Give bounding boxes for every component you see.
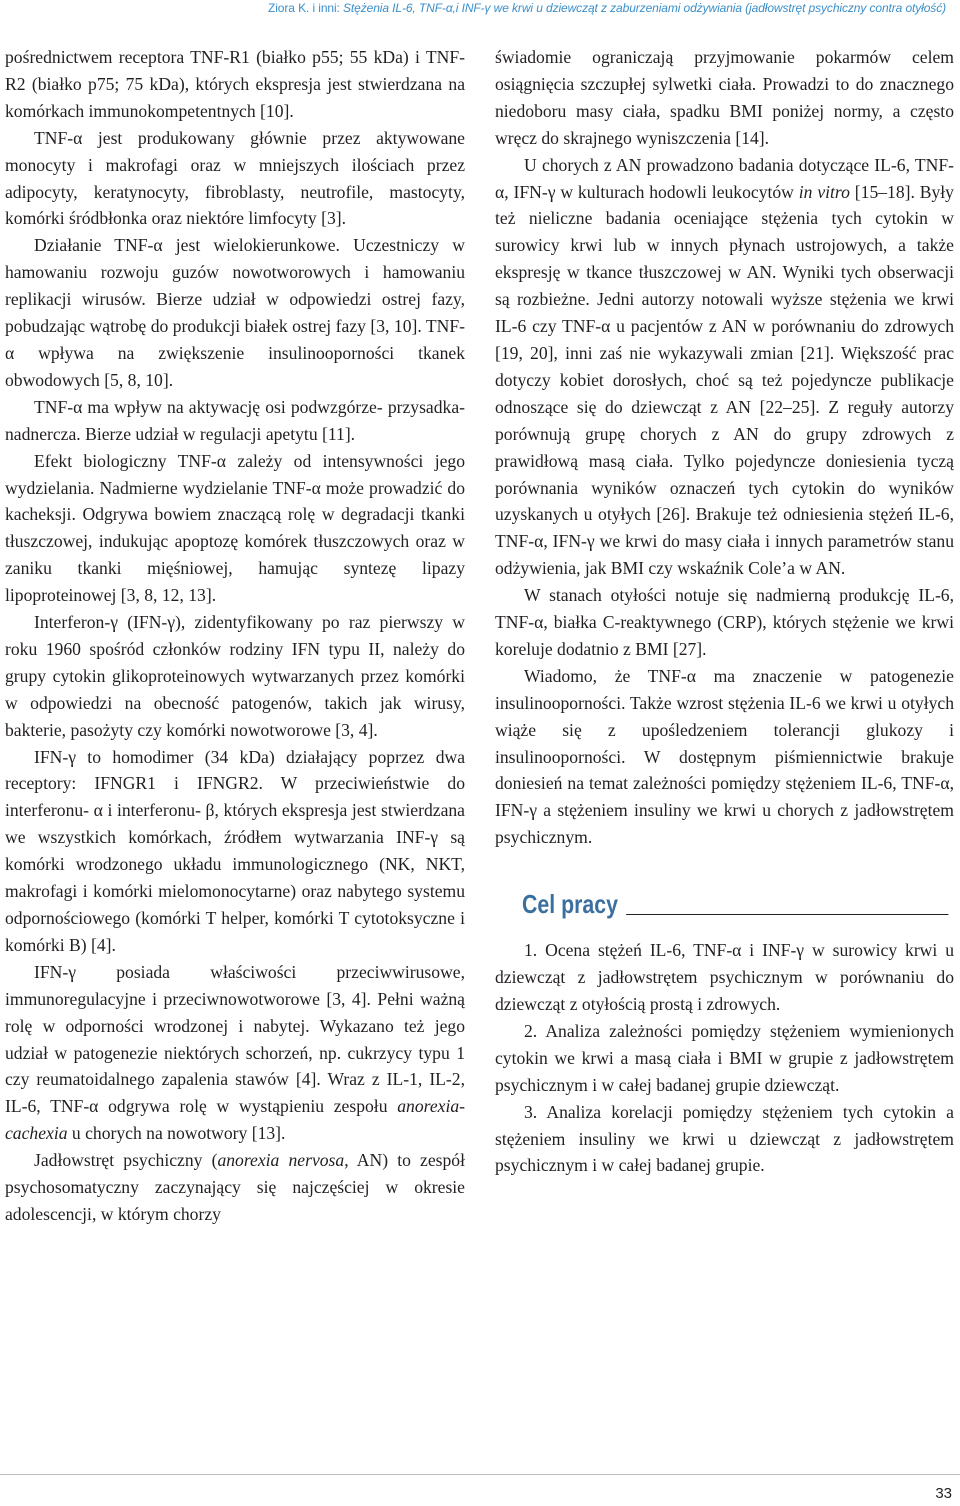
paragraph-text: IFN-γ posiada właściwości przeciwwirusowe, immunoregulacyjne i przeciwnowotworowe [3, 4]. Pełni ważną rolę w odporności wrodzonej i nabytej. Wykazano też jego udział w patogenezie niektórych schorzeń, np. cukrzycy typu 1 czy reumatoidalnego zapalenia stawów [4]. Wraz z IL-1, IL-2, IL-6, TNF-α odgrywa rolę w wystąpieniu zespołu <box>5 961 465 1117</box>
paragraph: Działanie TNF-α jest wielokierunkowe. Uczestniczy w hamowaniu rozwoju guzów nowotworowych i hamowaniu replikacji wirusów. Bierze udział w odpowiedzi ostrej fazy, pobudzając wątrobę do produkcji białek ostrej fazy [3, 10]. TNF-α wpływa na zwiększenie insulinooporności tkanek obwodowych [5, 8, 10]. <box>5 235 465 390</box>
paragraph: Efekt biologiczny TNF-α zależy od intensywności jego wydzielania. Nadmierne wydzielanie TNF-α może prowadzić do kacheksji. Odgrywa bowiem znaczącą rolę w degradacji tkanki tłuszczowej, indukując apoptozę komórek tłuszczowych oraz w zaniku tkanki mięśniowej, hamując syntezę lipazy lipoproteinowej [3, 8, 12, 13]. <box>5 450 465 606</box>
section-heading-rule <box>626 914 948 915</box>
paragraph <box>5 959 465 1147</box>
left-column <box>5 44 465 1228</box>
paragraph <box>495 152 954 583</box>
term-anorexia-cachexia: anorexia-cachexia <box>5 1096 465 1144</box>
section-title: Cel pracy <box>522 889 619 920</box>
paragraph <box>5 1147 465 1228</box>
footer-divider <box>0 1474 960 1475</box>
running-head-authors: Ziora K. i inni: <box>268 1 344 15</box>
list-item: 3. Analiza korelacji pomiędzy stężeniem tych cytokin a stężeniem insuliny we krwi u dziewcząt z jadłowstrętem psychicznym i w całej badanej grupie. <box>495 1101 954 1176</box>
paragraph: W stanach otyłości notuje się nadmierną produkcję IL-6, TNF-α, białka C-reaktywnego (CRP), których stężenie we krwi koreluje dodatnio z BMI [27]. <box>495 585 954 659</box>
list-item: 1. Ocena stężeń IL-6, TNF-α i INF-γ w surowicy krwi u dziewcząt z jadłowstrętem psychicznym w porównaniu do dziewcząt z otyłością prostą i zdrowych. <box>495 940 954 1014</box>
paragraph-text: u chorych na nowotwory [13]. <box>67 1123 286 1144</box>
running-head-title: Stężenia IL-6, TNF-α,i INF-γ we krwi u dziewcząt z zaburzeniami odżywiania (jadłowstręt psychiczny contra otyłość) <box>343 1 946 15</box>
paragraph: Wiadomo, że TNF-α ma znaczenie w patogenezie insulinooporności. Także wzrost stężenia IL-6 we krwi u otyłych wiąże się z upośledzeniem tolerancji glukozy i insulinooporności. W dostępnym piśmiennictwie brakuje doniesień na temat zależności pomiędzy stężeniem IL-6, TNF-α, IFN-γ a stężeniem insuliny we krwi u chorych z jadłowstrętem psychicznym. <box>495 665 954 848</box>
term-anorexia-nervosa: anorexia nervosa <box>217 1150 345 1171</box>
right-column <box>495 44 954 1179</box>
paragraph-text: Jadłowstręt psychiczny ( <box>34 1150 218 1171</box>
paragraph: TNF-α ma wpływ na aktywację osi podwzgórze- przysadka- nadnercza. Bierze udział w regulacji apetytu [11]. <box>5 396 465 444</box>
paragraph-text: U chorych z AN prowadzono badania dotyczące IL-6, TNF-α, IFN-γ w kulturach hodowli leukocytów <box>495 154 954 202</box>
paragraph: Interferon-γ (IFN-γ), zidentyfikowany po raz pierwszy w roku 1960 spośród członków rodziny IFN typu II, należy do grupy cytokin glikoproteinowych wytwarzanych przez komórki w odpowiedzi na obecność patogenów, takich jak wirusy, bakterie, pasożyty czy komórki nowotworowe [3, 4]. <box>5 612 465 740</box>
list-item: 2. Analiza zależności pomiędzy stężeniem wymienionych cytokin we krwi a masą ciała i BMI w grupie z jadłowstrętem psychicznym i w całej badanej grupie dziewcząt. <box>495 1020 954 1095</box>
paragraph: TNF-α jest produkowany głównie przez aktywowane monocyty i makrofagi oraz w mniejszych ilościach przez adipocyty, keratynocyty, fibroblasty, neutrofile, mastocyty, komórki śródbłonka oraz niektóre limfocyty [3]. <box>5 127 465 229</box>
paragraph: świadomie ograniczają przyjmowanie pokarmów celem osiągnięcia szczupłej sylwetki ciała. Prowadzi to do znacznego niedoboru masy ciała, spadku BMI poniżej normy, a często wręcz do skrajnego wyniszczenia [14]. <box>495 47 954 148</box>
running-head <box>46 0 946 16</box>
paragraph-text: [15–18]. Były też nieliczne badania oceniające stężenia tych cytokin w surowicy krwi lub w innych płynach ustrojowych, a także ekspresję w tkance tłuszczowej w AN. Wyniki tych obserwacji są rozbieżne. Jedni autorzy notowali wyższe stężenia we krwi IL-6 czy TNF-α u pacjentów z AN w porównaniu do zdrowych [19, 20], inni zaś nie wykazywali zmian [21]. Większość prac dotyczy kobiet dorosłych, choć są też pojedyncze publikacje odnoszące się do dziewcząt z AN [22–25]. Z reguły autorzy porównują grupę chorych z AN do grupy zdrowych z prawidłową masą ciała. Tylko pojedyncze doniesienia tyczą porównania wyników oznaczeń tych cytokin do wyników uzyskanych u otyłych [26]. Brakuje też odniesienia stężeń IL-6, TNF-α, IFN-γ we krwi do masy ciała i innych parametrów stanu odżywienia, jak BMI czy wskaźnik Cole’a w AN. <box>495 181 954 579</box>
section-heading <box>522 889 948 919</box>
paragraph: IFN-γ to homodimer (34 kDa) działający poprzez dwa receptory: IFNGR1 i IFNGR2. W przeciwieństwie do interferonu- α i interferonu- β, których ekspresja jest stwierdzana we wszystkich komórkach, źródłem wytwarzania INF-γ są komórki wrodzonego układu immunologicznego (NK, NKT, makrofagi i komórki mielomonocytarne) oraz nabytego systemu odpornościowego (komórki T helper, komórki T cytotoksyczne i komórki B) [4]. <box>5 746 465 955</box>
paragraph-text: , AN) to zespół psychosomatyczny zaczynający się najczęściej w okresie adolescencji, w którym chorzy <box>5 1150 465 1224</box>
page-number: 33 <box>935 1485 952 1502</box>
paragraph: pośrednictwem receptora TNF-R1 (białko p55; 55 kDa) i TNF-R2 (białko p75; 75 kDa), których ekspresja jest stwierdzana na komórkach immunokompetentnych [10]. <box>5 47 465 121</box>
term-in-vitro: in vitro <box>798 181 850 202</box>
